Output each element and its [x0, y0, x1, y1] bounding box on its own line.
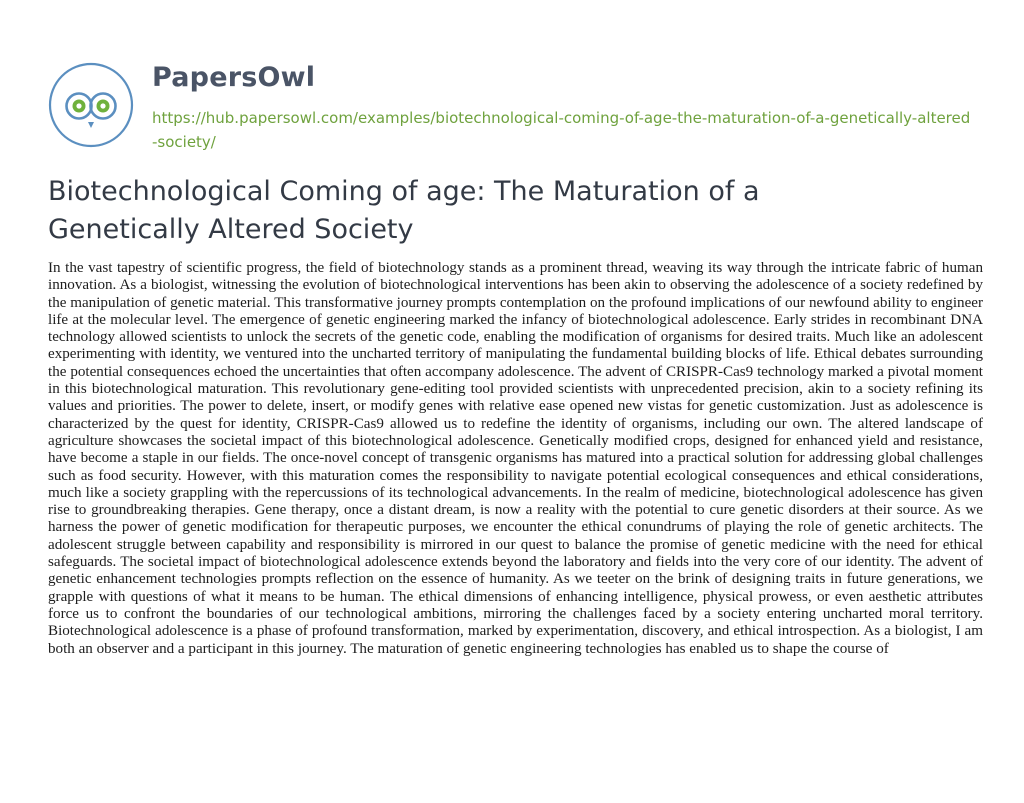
page-title: Biotechnological Coming of age: The Maturation of a Genetically Altered Society — [48, 176, 760, 245]
article-body: In the vast tapestry of scientific progress, the field of biotechnology stands as a prominent thread, weaving its way through the intricate fabric of human innovation. As a biologist, witnessing the evolution of biotechnological interventions has been akin to observing the adolescence of a society redefined by the manipulation of genetic material. This transformative journey prompts contemplation on the profound implications of our newfound ability to engineer life at the molecular level. The emergence of genetic engineering marked the infancy of biotechnological adolescence. Early strides in recombinant DNA technology allowed scientists to unlock the secrets of the genetic code, enabling the modification of organisms for desired traits. Much like an adolescent experimenting with identity, we ventured into the uncharted territory of manipulating the fundamental building blocks of life. Ethical debates surrounding the potential consequences echoed the uncertainties that often accompany adolescence. The advent of CRISPR-Cas9 technology marked a pivotal moment in this biotechnological maturation. This revolutionary gene-editing tool provided scientists with unprecedented precision, akin to a society refining its values and priorities. The power to delete, insert, or modify genes with relative ease opened new vistas for genetic customization. Just as adolescence is characterized by the quest for identity, CRISPR-Cas9 allowed us to redefine the identity of organisms, including our own. The altered landscape of agriculture showcases the societal impact of this biotechnological adolescence. Genetically modified crops, designed for enhanced yield and resistance, have become a staple in our fields. The once-novel concept of transgenic organisms has matured into a practical solution for addressing global challenges such as food security. However, with this maturation comes the responsibility to navigate potential ecological consequences and ethical considerations, much like a society grappling with the repercussions of its technological advancements. In the realm of medicine, biotechnological adolescence has given rise to groundbreaking therapies. Gene therapy, once a distant dream, is now a reality with the potential to cure genetic disorders at their source. As we harness the power of genetic modification for therapeutic purposes, we encounter the ethical conundrums of playing the role of genetic architects. The adolescent struggle between capability and responsibility is mirrored in our quest to balance the promise of genetic medicine with the need for ethical safeguards. The societal impact of biotechnological adolescence extends beyond the laboratory and fields into the very core of our identity. The advent of genetic enhancement technologies prompts reflection on the essence of humanity. As we teeter on the brink of designing traits in future generations, we grapple with questions of what it means to be human. The ethical dimensions of enhancing intelligence, physical prowess, or even aesthetic attributes force us to confront the boundaries of our technological ambitions, mirroring the challenges faced by a society entering uncharted moral territory. Biotechnological adolescence is a phase of profound transformation, marked by experimentation, discovery, and ethical introspection. As a biologist, I am both an observer and a participant in this journey. The maturation of genetic engineering technologies has enabled us to shape the course of — [48, 260, 983, 657]
brand-name[interactable]: PapersOwl — [152, 62, 316, 93]
source-url-link[interactable]: https://hub.papersowl.com/examples/biotechnological-coming-of-age-the-maturation-of-a-genetically-altered-society/ — [152, 109, 971, 151]
owl-eyes-logo-icon — [48, 62, 134, 148]
